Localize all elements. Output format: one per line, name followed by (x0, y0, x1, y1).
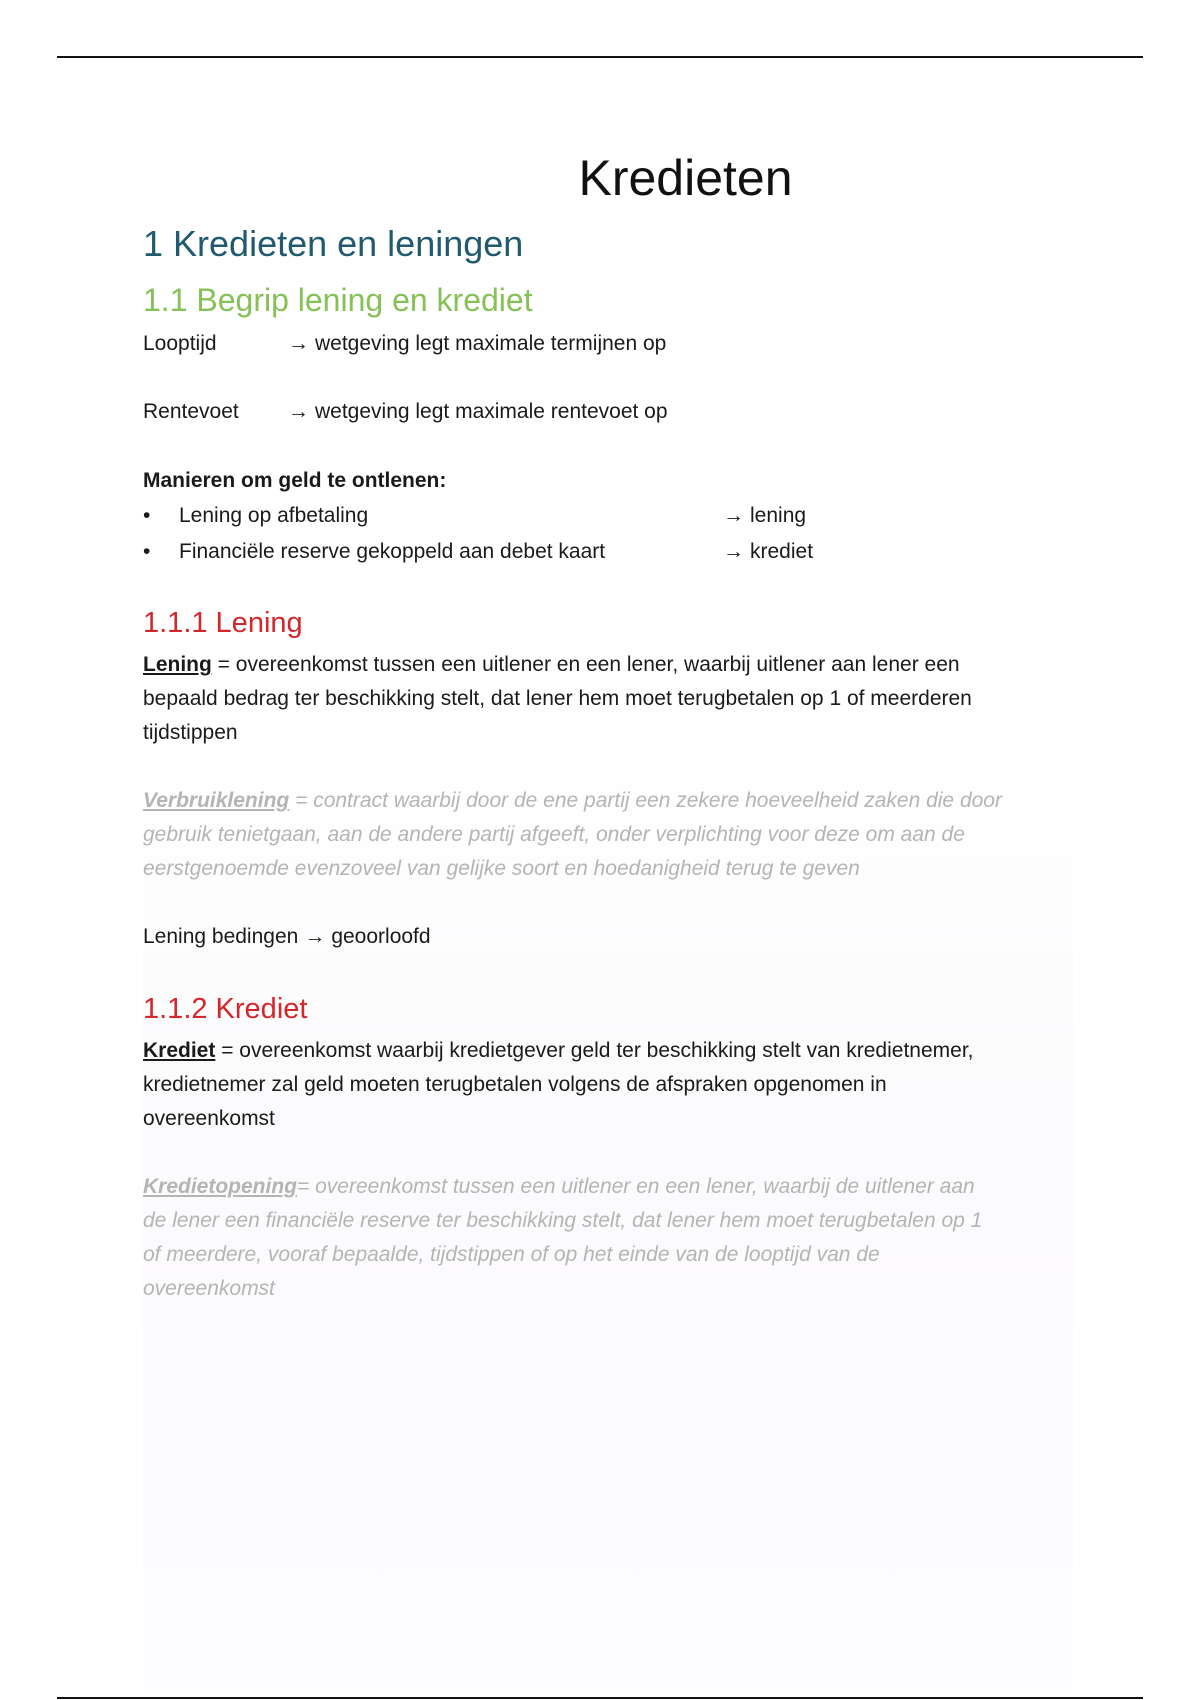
definition-text: of meerdere, vooraf bepaalde, tijdstippen of op het einde van de looptijd van de (143, 1243, 880, 1266)
bullet-target-text: krediet (750, 540, 814, 563)
manieren-heading: Manieren om geld te ontlenen: (143, 469, 447, 492)
row-label: Looptijd (143, 332, 217, 355)
heading-1: 1 Kredieten en leningen (143, 223, 524, 264)
bullet-icon: • (143, 504, 151, 527)
bullet-target (723, 501, 806, 531)
definition-text: gebruik tenietgaan, aan de andere partij afgeeft, onder verplichting voor deze om aan de (143, 823, 965, 846)
looptijd-row (143, 329, 666, 359)
definition-term: Krediet (143, 1039, 216, 1062)
krediet-definition (143, 1034, 1093, 1136)
definition-text: = contract waarbij door de ene partij een zekere hoeveelheid zaken die door (289, 789, 1002, 812)
row-label: Lening bedingen (143, 925, 299, 948)
row-text: wetgeving legt maximale rentevoet op (315, 400, 668, 423)
arrow-icon: → (288, 332, 309, 355)
definition-text: de lener een financiële reserve ter beschikking stelt, dat lener hem moet terugbetalen op 1 (143, 1209, 983, 1232)
bullet-target-text: lening (750, 504, 807, 527)
top-rule (57, 56, 1143, 58)
definition-text: = overeenkomst tussen een uitlener en een lener, waarbij uitlener aan lener een (211, 653, 960, 676)
heading-1-1: 1.1 Begrip lening en krediet (143, 282, 533, 318)
bullet-text: Financiële reserve gekoppeld aan debet kaart (179, 540, 606, 563)
verbruiklening-definition (143, 784, 1093, 886)
bullet-icon: • (143, 540, 151, 563)
definition-text: kredietnemer zal geld moeten terugbetalen volgens de afspraken opgenomen in (143, 1073, 887, 1096)
lening-bedingen-row (143, 922, 431, 952)
bullet-target (723, 537, 813, 567)
definition-text: overeenkomst (143, 1107, 275, 1130)
kredietopening-definition (143, 1170, 1093, 1306)
rentevoet-row (143, 397, 668, 427)
definition-text: = overeenkomst waarbij kredietgever geld ter beschikking stelt van kredietnemer, (215, 1039, 974, 1062)
heading-1-1-2: 1.1.2 Krediet (143, 993, 308, 1025)
definition-text: = overeenkomst tussen een uitlener en een lener, waarbij de uitlener aan (297, 1175, 975, 1198)
heading-1-1-1: 1.1.1 Lening (143, 607, 303, 639)
definition-term: Verbruiklening (143, 789, 290, 812)
arrow-icon: → (723, 540, 744, 563)
row-text: wetgeving legt maximale termijnen op (315, 332, 667, 355)
document-title: Kredieten (578, 150, 793, 206)
definition-term: Lening (143, 653, 212, 676)
bullet-text: Lening op afbetaling (179, 504, 369, 527)
bottom-rule (57, 1697, 1143, 1699)
definition-text: overeenkomst (143, 1277, 275, 1300)
arrow-icon: → (304, 925, 326, 948)
row-label: Rentevoet (143, 400, 239, 423)
lening-definition (143, 648, 1093, 750)
arrow-icon: → (723, 504, 744, 527)
definition-term: Kredietopening (143, 1175, 298, 1198)
definition-text: eerstgenoemde evenzoveel van gelijke soort en hoedanigheid terug te geven (143, 857, 860, 880)
definition-text: bepaald bedrag ter beschikking stelt, dat lener hem moet terugbetalen op 1 of meerderen (143, 687, 972, 710)
definition-text: tijdstippen (143, 721, 238, 744)
arrow-icon: → (288, 400, 309, 423)
row-text: geoorloofd (331, 925, 431, 948)
